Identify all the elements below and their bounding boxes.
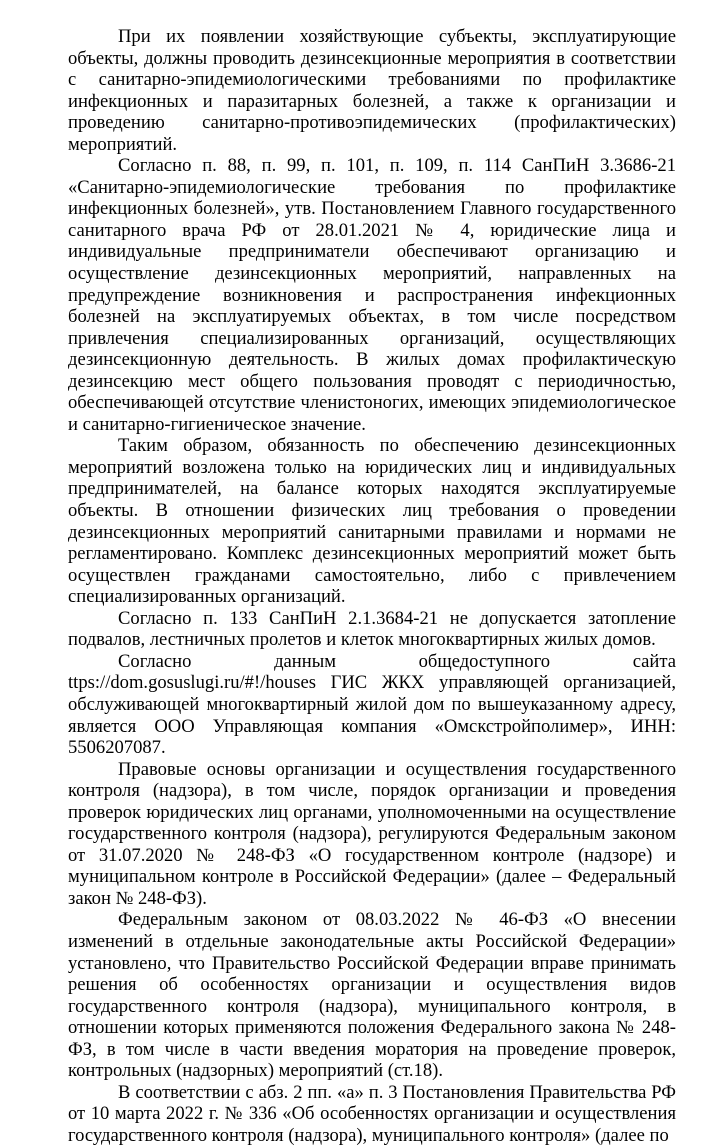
paragraph-resolution-336: В соответствии с абз. 2 пп. «а» п. 3 Постановления Правительства РФ от 10 марта 2022 г. № 336 «Об особенностях организации и осуществления государственного контроля (надзора), муниципального контроля» (далее по: [68, 1081, 676, 1146]
paragraph-disinsection-obligation: При их появлении хозяйствующие субъекты, эксплуатирующие объекты, должны проводить дезинсекционные мероприятия в соответствии с санитарно-эпидемиологическими требованиями по профилактике инфекционных и паразитарных болезней, а также к организации и проведению санитарно-противоэпидемических (профилактических) мероприятий.: [68, 26, 676, 155]
paragraph-sanpin-3-3686-21: Согласно п. 88, п. 99, п. 101, п. 109, п. 114 СанПиН 3.3686-21 «Санитарно-эпидемиологические требования по профилактике инфекционных болезней», утв. Постановлением Главного государственного санитарного врача РФ от 28.01.2021 № 4, юридические лица и индивидуальные предприниматели обеспечивают организацию и осуществление дезинсекционных мероприятий, направленных на предупреждение возникновения и распространения инфекционных болезней на эксплуатируемых объектах, в том числе посредством привлечения специализированных организаций, осуществляющих дезинсекционную деятельность. В жилых домах профилактическую дезинсекцию мест общего пользования проводят с периодичностью, обеспечивающей отсутствие членистоногих, имеющих эпидемиологическое и санитарно-гигиеническое значение.: [68, 155, 676, 435]
paragraph-46-fz: Федеральным законом от 08.03.2022 № 46-ФЗ «О внесении изменений в отдельные законодательные акты Российской Федерации» установлено, что Правительство Российской Федерации вправе принимать решения об особенностях организации и осуществления видов государственного контроля (надзора), муниципального контроля, в отношении которых применяются положения Федерального закона № 248-ФЗ, в том числе в части введения моратория на проведение проверок, контрольных (надзорных) мероприятий (ст.18).: [68, 909, 676, 1082]
paragraph-gis-zhkh: Согласно данным общедоступного сайта ttps://dom.gosuslugi.ru/#!/houses ГИС ЖКХ управляющей организацией, обслуживающей многоквартирный жилой дом по вышеуказанному адресу, является ООО Управляющая компания «Омскстройполимер», ИНН: 5506207087.: [68, 650, 676, 759]
paragraph-legal-basis-248-fz: Правовые основы организации и осуществления государственного контроля (надзора), в том числе, порядок организации и проведения проверок юридических лиц органами, уполномоченными на осуществление государственного контроля (надзора), регулируются Федеральным законом от 31.07.2020 № 248-ФЗ «О государственном контроле (надзоре) и муниципальном контроле в Российской Федерации» (далее – Федеральный закон № 248-ФЗ).: [68, 758, 676, 909]
paragraph-sanpin-2-1-3684-21: Согласно п. 133 СанПиН 2.1.3684-21 не допускается затопление подвалов, лестничных пролетов и клеток многоквартирных жилых домов.: [68, 607, 676, 651]
document-page: [68, 26, 676, 1146]
paragraph-conclusion: Таким образом, обязанность по обеспечению дезинсекционных мероприятий возложена только на юридических лиц и индивидуальных предпринимателей, на балансе которых находятся эксплуатируемые объекты. В отношении физических лиц требования о проведении дезинсекционных мероприятий санитарными правилами и нормами не регламентировано. Комплекс дезинсекционных мероприятий может быть осуществлен гражданами самостоятельно, либо с привлечением специализированных организаций.: [68, 435, 676, 608]
